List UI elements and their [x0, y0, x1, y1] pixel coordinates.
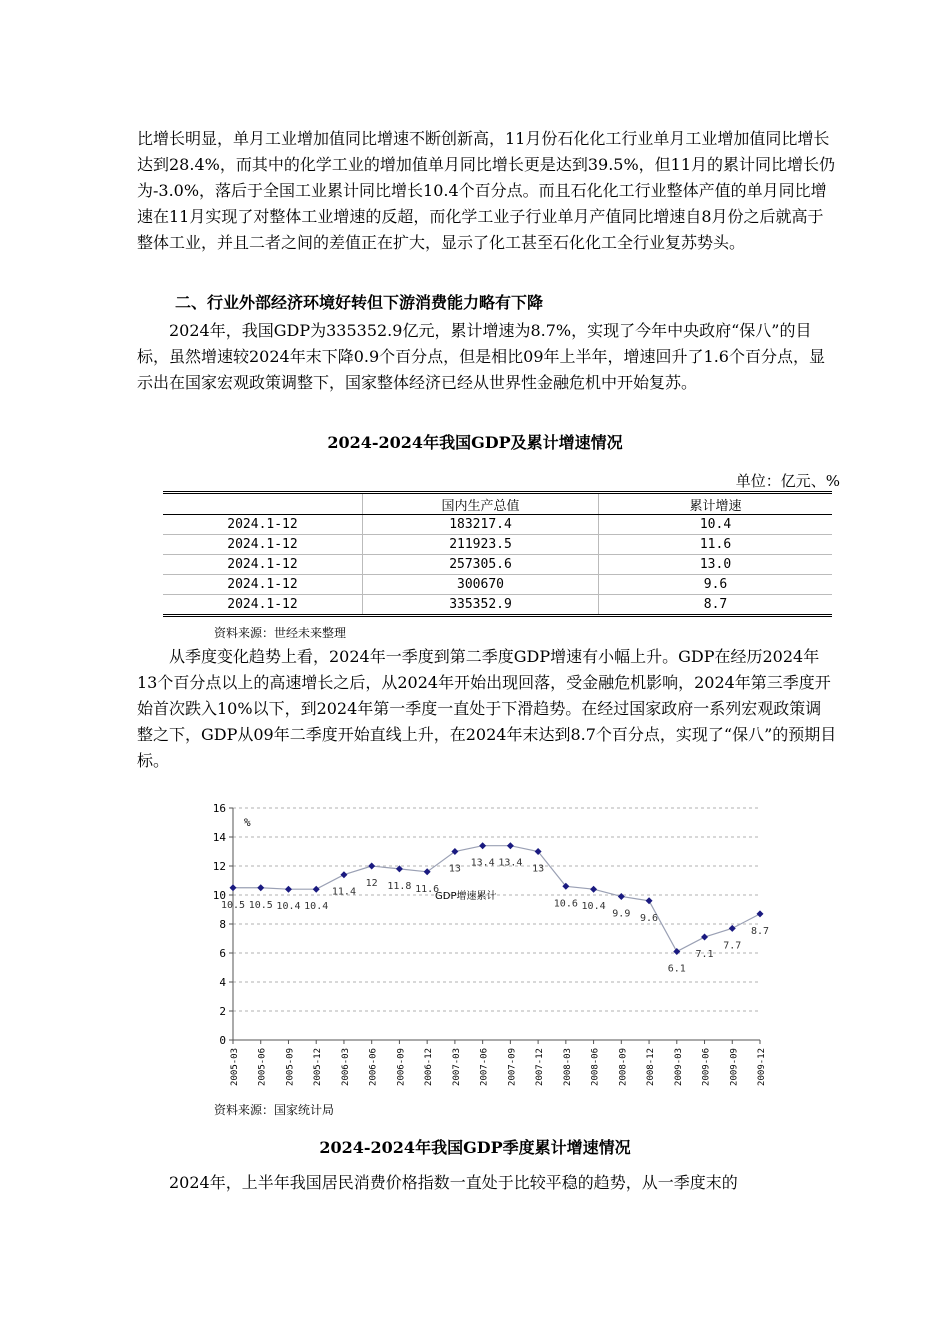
data-point	[646, 897, 653, 904]
gdp-table	[163, 491, 832, 617]
cell-period: 2024.1-12	[163, 555, 363, 575]
data-label: 9.9	[612, 908, 631, 920]
data-label: 9.6	[640, 912, 659, 924]
y-tick-label: 16	[212, 802, 226, 815]
paragraph-3: 从季度变化趋势上看，2024年一季度到第二季度GDP增速有小幅上升。GDP在经历2024年13个百分点以上的高速增长之后，从2024年开始出现回落，受金融危机影响，2024年第三季度开始首次跌入10%以下，到2024年第一季度一直处于下滑趋势。在经过国家政府一系列宏观政策调整之下，GDP从09年二季度开始直线上升，在2024年末达到8.7个百分点，实现了“保八”的预期目标。	[137, 647, 837, 770]
data-point	[729, 925, 736, 932]
x-tick-label: 2005-12	[313, 1048, 324, 1086]
y-tick-label: 6	[219, 947, 226, 960]
data-label: 11.4	[331, 886, 356, 898]
data-label: 13	[448, 863, 461, 875]
data-label: 6.1	[667, 963, 686, 975]
cell-growth: 10.4	[599, 515, 833, 535]
cell-growth: 9.6	[599, 575, 833, 595]
data-point	[590, 886, 597, 893]
header-gdp: 国内生产总值	[363, 493, 599, 515]
y-tick-label: 2	[219, 1005, 226, 1018]
data-point	[285, 886, 292, 893]
data-point	[673, 948, 680, 955]
x-tick-label: 2005-06	[257, 1048, 268, 1086]
chart-series	[221, 842, 769, 974]
gdp-growth-line-chart	[195, 795, 785, 1095]
data-label: 11.6	[415, 883, 440, 895]
y-tick-label: 4	[219, 976, 226, 989]
data-point	[757, 910, 764, 917]
cell-growth: 13.0	[599, 555, 833, 575]
data-point	[230, 884, 237, 891]
cell-growth: 8.7	[599, 595, 833, 616]
table-row	[163, 575, 832, 595]
data-label: 13	[532, 863, 545, 875]
y-tick-label: 0	[219, 1034, 226, 1047]
data-label: 7.1	[695, 949, 714, 961]
x-tick-label: 2006-09	[396, 1048, 407, 1086]
chart-title: 2024-2024年我国GDP季度累计增速情况	[319, 1138, 631, 1157]
table-row	[163, 535, 832, 555]
data-point	[507, 842, 514, 849]
x-tick-label: 2008-03	[562, 1048, 573, 1086]
data-point	[701, 934, 708, 941]
cell-gdp: 211923.5	[363, 535, 599, 555]
data-point	[313, 886, 320, 893]
x-tick-label: 2009-12	[757, 1048, 767, 1086]
x-tick-label: 2007-12	[535, 1048, 546, 1086]
data-label: 13.4	[470, 857, 495, 869]
data-label: 10.5	[248, 899, 273, 911]
data-point	[340, 871, 347, 878]
table-source: 资料来源：世经未来整理	[214, 626, 347, 640]
cell-period: 2024.1-12	[163, 595, 363, 616]
data-label: 10.4	[276, 901, 301, 913]
data-point	[368, 863, 375, 870]
cell-gdp: 183217.4	[363, 515, 599, 535]
table-header-row	[163, 493, 832, 515]
y-axis-label: %	[244, 816, 251, 829]
x-tick-label: 2007-06	[479, 1048, 490, 1086]
data-label: 7.7	[723, 940, 742, 952]
data-point	[396, 865, 403, 872]
cell-gdp: 257305.6	[363, 555, 599, 575]
series-line	[233, 846, 760, 952]
x-tick-label: 2008-09	[618, 1048, 629, 1086]
table-row	[163, 555, 832, 575]
paragraph-1: 比增长明显，单月工业增加值同比增速不断创新高，11月份石化化工行业单月工业增加值同比增长达到28.4%，而其中的化学工业的增加值单月同比增长更是达到39.5%，但11月的累计同比增长仍为-3.0%，落后于全国工业累计同比增长10.4个百分点。而且石化化工行业整体产值的单月同比增速在11月实现了对整体工业增速的反超，而化学工业子行业单月产值同比增速自8月份之后就高于整体工业，并且二者之间的差值正在扩大，显示了化工甚至石化化工全行业复苏势头。	[137, 129, 836, 252]
cell-period: 2024.1-12	[163, 575, 363, 595]
x-tick-label: 2005-03	[230, 1048, 240, 1086]
header-growth: 累计增速	[599, 493, 833, 515]
table-unit: 单位：亿元、%	[735, 472, 840, 490]
x-tick-label: 2008-06	[590, 1048, 601, 1086]
x-tick-label: 2007-09	[507, 1048, 518, 1086]
data-label: 13.4	[498, 857, 523, 869]
series-label: GDP增速累计	[435, 891, 497, 902]
chart-source: 资料来源：国家统计局	[214, 1103, 335, 1117]
x-tick-label: 2006-03	[340, 1048, 351, 1086]
x-tick-label: 2005-09	[285, 1048, 296, 1086]
data-label: 10.6	[553, 898, 578, 910]
data-point	[618, 893, 625, 900]
cell-gdp: 335352.9	[363, 595, 599, 616]
data-label: 10.4	[304, 901, 329, 913]
y-tick-label: 10	[212, 889, 226, 902]
section-heading: 二、行业外部经济环境好转但下游消费能力略有下降	[175, 293, 544, 312]
chart-axes	[212, 802, 770, 1086]
cell-growth: 11.6	[599, 535, 833, 555]
table-title: 2024-2024年我国GDP及累计增速情况	[327, 433, 623, 452]
cell-period: 2024.1-12	[163, 535, 363, 555]
data-point	[257, 884, 264, 891]
data-label: 11.8	[387, 880, 412, 892]
paragraph-2: 2024年，我国GDP为335352.9亿元，累计增速为8.7%，实现了今年中央政府“保八”的目标，虽然增速较2024年末下降0.9个百分点，但是相比09年上半年，增速回升了1.6个百分点，显示出在国家宏观政策调整下，国家整体经济已经从世界性金融危机中开始复苏。	[137, 321, 825, 392]
y-tick-label: 14	[212, 831, 226, 844]
x-tick-label: 2009-09	[729, 1048, 740, 1086]
data-label: 10.5	[220, 899, 246, 911]
data-label: 12	[365, 878, 378, 889]
x-tick-label: 2007-03	[451, 1048, 462, 1086]
x-tick-label: 2006-06	[368, 1048, 379, 1086]
table-row	[163, 595, 832, 616]
y-tick-label: 12	[212, 860, 226, 873]
data-label: 8.7	[750, 925, 770, 937]
data-label: 10.4	[581, 901, 606, 913]
x-tick-label: 2009-06	[701, 1048, 712, 1086]
x-tick-label: 2006-12	[424, 1048, 435, 1086]
cell-period: 2024.1-12	[163, 515, 363, 535]
x-tick-label: 2009-03	[673, 1048, 684, 1086]
cell-gdp: 300670	[363, 575, 599, 595]
table-row	[163, 515, 832, 535]
x-tick-label: 2008-12	[646, 1048, 657, 1086]
header-period	[163, 493, 363, 515]
data-point	[479, 842, 486, 849]
y-tick-label: 8	[219, 918, 226, 931]
paragraph-4: 2024年，上半年我国居民消费价格指数一直处于比较平稳的趋势，从一季度末的	[169, 1173, 738, 1192]
